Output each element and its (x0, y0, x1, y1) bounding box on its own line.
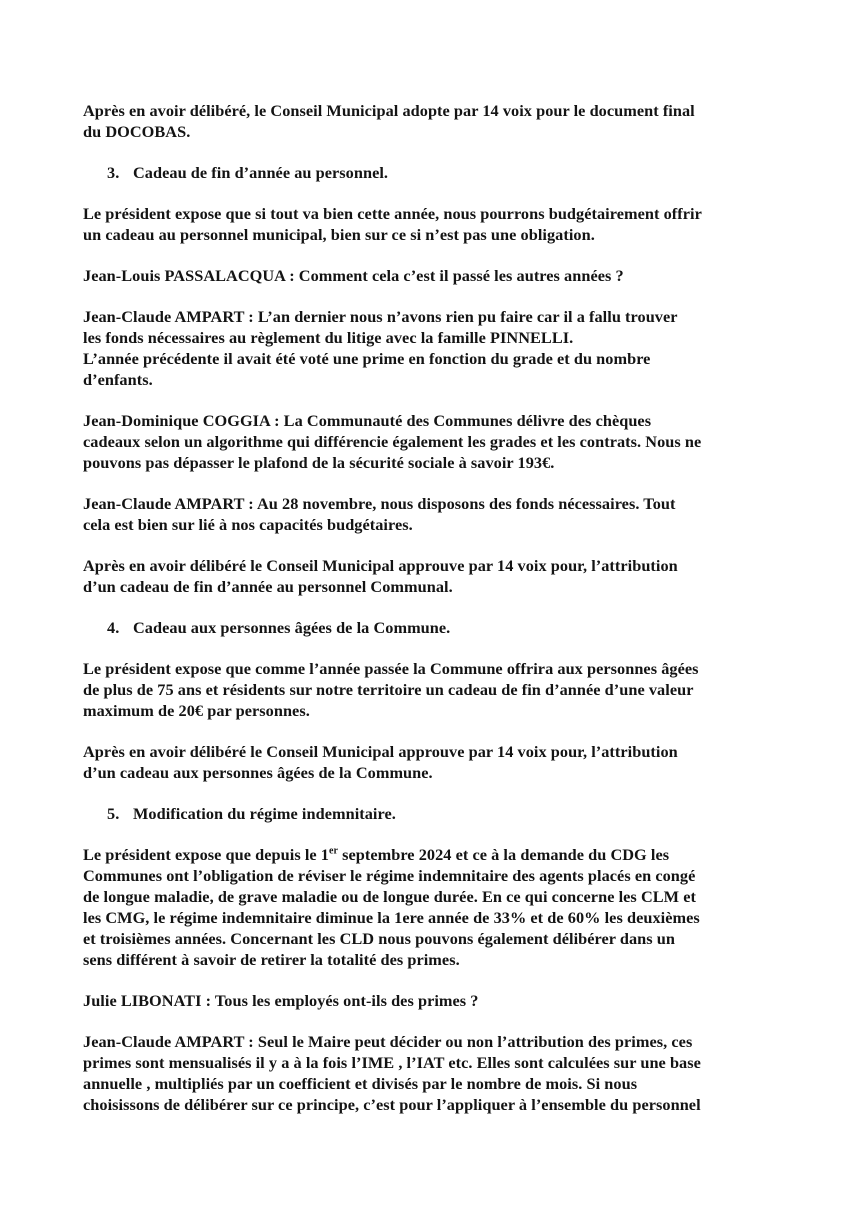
superscript: er (328, 845, 338, 857)
text-line: et troisièmes années. Concernant les CLD nous pouvons également délibérer dans un (83, 929, 676, 948)
president-paragraph (83, 203, 773, 245)
section-title: Cadeau aux personnes âgées de la Commune. (133, 618, 451, 637)
text-line: Julie LIBONATI : Tous les employés ont-ils des primes ? (83, 991, 479, 1010)
passalacqua-paragraph (83, 265, 773, 286)
section-title: Modification du régime indemnitaire. (133, 804, 396, 823)
text-line: Jean-Dominique COGGIA : La Communauté des Communes délivre des chèques (83, 411, 652, 430)
president-paragraph (83, 844, 773, 970)
text-fragment: Le président expose que depuis le 1 (83, 845, 329, 864)
section-4-heading (107, 617, 773, 638)
text-line: d’un cadeau aux personnes âgées de la Commune. (83, 763, 433, 782)
president-paragraph (83, 658, 773, 721)
intro-paragraph (83, 100, 773, 142)
text-line: choisissons de délibérer sur ce principe, c’est pour l’appliquer à l’ensemble du personnel (83, 1095, 701, 1114)
section-number: 4. (107, 618, 120, 637)
decision-paragraph (83, 741, 773, 783)
text-fragment: septembre 2024 et ce à la demande du CDG les (337, 845, 670, 864)
text-line: Jean-Louis PASSALACQUA : Comment cela c’est il passé les autres années ? (83, 266, 624, 285)
text-line: d’un cadeau de fin d’année au personnel Communal. (83, 577, 453, 596)
coggia-paragraph (83, 410, 773, 473)
text-line: sens différent à savoir de retirer la totalité des primes. (83, 950, 460, 969)
text-line: Le président expose que si tout va bien cette année, nous pourrons budgétairement offrir (83, 204, 702, 223)
text-line: Jean-Claude AMPART : Seul le Maire peut décider ou non l’attribution des primes, ces (83, 1032, 693, 1051)
libonati-paragraph (83, 990, 773, 1011)
text-line: d’enfants. (83, 370, 153, 389)
text-line: primes sont mensualisés il y a à la fois l’IME , l’IAT etc. Elles sont calculées sur une base (83, 1053, 701, 1072)
section-number: 5. (107, 804, 120, 823)
text-line: cadeaux selon un algorithme qui différencie également les grades et les contrats. Nous ne (83, 432, 702, 451)
ampart-paragraph (83, 306, 773, 390)
text-line: Communes ont l’obligation de réviser le régime indemnitaire des agents placés en congé (83, 866, 696, 885)
document-page (83, 100, 773, 1133)
text-line: du DOCOBAS. (83, 122, 191, 141)
text-line: de longue maladie, de grave maladie ou de longue durée. En ce qui concerne les CLM et (83, 887, 696, 906)
decision-paragraph (83, 555, 773, 597)
text-line: maximum de 20€ par personnes. (83, 701, 310, 720)
text-line: Après en avoir délibéré le Conseil Municipal approuve par 14 voix pour, l’attribution (83, 742, 678, 761)
text-line: les CMG, le régime indemnitaire diminue la 1ere année de 33% et de 60% les deuxièmes (83, 908, 700, 927)
ampart-paragraph (83, 1031, 773, 1115)
text-line (83, 844, 773, 865)
text-line: cela est bien sur lié à nos capacités budgétaires. (83, 515, 413, 534)
text-line: Jean-Claude AMPART : Au 28 novembre, nous disposons des fonds nécessaires. Tout (83, 494, 676, 513)
text-line: les fonds nécessaires au règlement du litige avec la famille PINNELLI. (83, 328, 574, 347)
section-title: Cadeau de fin d’année au personnel. (133, 163, 389, 182)
text-line: Après en avoir délibéré, le Conseil Municipal adopte par 14 voix pour le document final (83, 101, 695, 120)
text-line: L’année précédente il avait été voté une prime en fonction du grade et du nombre (83, 349, 651, 368)
text-line: Jean-Claude AMPART : L’an dernier nous n’avons rien pu faire car il a fallu trouver (83, 307, 678, 326)
section-number: 3. (107, 163, 120, 182)
text-line: Le président expose que comme l’année passée la Commune offrira aux personnes âgées (83, 659, 699, 678)
text-line: de plus de 75 ans et résidents sur notre territoire un cadeau de fin d’année d’une valeur (83, 680, 694, 699)
section-3-heading (107, 162, 773, 183)
text-line: un cadeau au personnel municipal, bien sur ce si n’est pas une obligation. (83, 225, 595, 244)
text-line: pouvons pas dépasser le plafond de la sécurité sociale à savoir 193€. (83, 453, 555, 472)
section-5-heading (107, 803, 773, 824)
text-line: Après en avoir délibéré le Conseil Municipal approuve par 14 voix pour, l’attribution (83, 556, 678, 575)
text-line: annuelle , multipliés par un coefficient et divisés par le nombre de mois. Si nous (83, 1074, 638, 1093)
ampart-paragraph (83, 493, 773, 535)
